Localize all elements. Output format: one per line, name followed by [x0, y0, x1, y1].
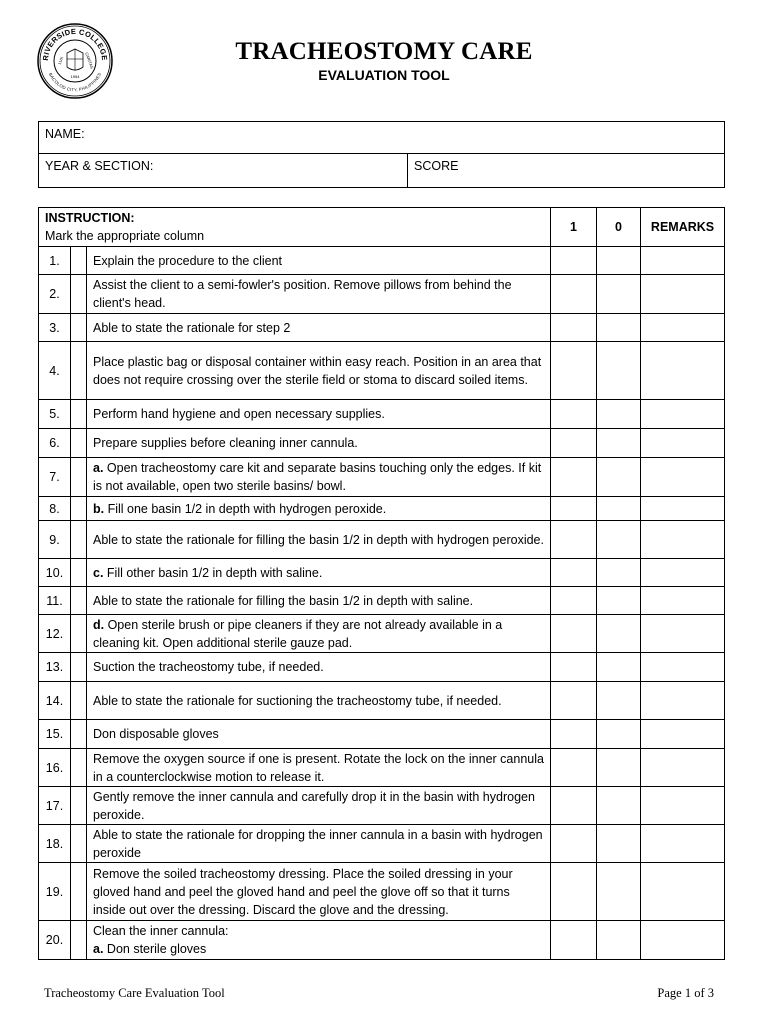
row-blank-cell — [71, 429, 87, 458]
step-letter: a. — [93, 461, 104, 475]
row-number: 16. — [39, 749, 71, 787]
score-0-cell[interactable] — [597, 342, 641, 400]
row-procedure-text — [87, 653, 551, 682]
remarks-cell[interactable] — [641, 863, 725, 921]
row-number: 11. — [39, 587, 71, 615]
step-letter: d. — [93, 617, 105, 632]
row-procedure-text — [87, 559, 551, 587]
remarks-cell[interactable] — [641, 342, 725, 400]
table-row — [39, 615, 725, 653]
name-field[interactable] — [39, 122, 725, 154]
remarks-cell[interactable] — [641, 787, 725, 825]
table-row — [39, 400, 725, 429]
row-blank-cell — [71, 787, 87, 825]
score-1-cell[interactable] — [551, 247, 597, 275]
score-1-cell[interactable] — [551, 653, 597, 682]
score-1-cell[interactable] — [551, 314, 597, 342]
remarks-cell[interactable] — [641, 559, 725, 587]
score-0-cell[interactable] — [597, 275, 641, 314]
score-1-cell[interactable] — [551, 559, 597, 587]
remarks-cell[interactable] — [641, 587, 725, 615]
score-1-cell[interactable] — [551, 458, 597, 497]
procedure-text: Able to state the rationale for suctioning the tracheostomy tube, if needed. — [93, 693, 502, 708]
table-row — [39, 653, 725, 682]
score-0-cell[interactable] — [597, 497, 641, 521]
remarks-cell[interactable] — [641, 653, 725, 682]
row-procedure-text — [87, 521, 551, 559]
remarks-cell[interactable] — [641, 825, 725, 863]
score-1-cell[interactable] — [551, 720, 597, 749]
instruction-text: Mark the appropriate column — [45, 229, 205, 243]
svg-text:1954: 1954 — [70, 74, 80, 79]
student-info-table — [38, 121, 725, 188]
score-1-cell[interactable] — [551, 400, 597, 429]
row-blank-cell — [71, 825, 87, 863]
row-procedure-text — [87, 342, 551, 400]
procedure-text: Open sterile brush or pipe cleaners if they are not already available in a cleaning kit. Open additional sterile gauze pad. — [93, 617, 503, 650]
score-1-cell[interactable] — [551, 682, 597, 720]
score-0-cell[interactable] — [597, 653, 641, 682]
score-0-cell[interactable] — [597, 615, 641, 653]
row-procedure-text — [87, 682, 551, 720]
row-procedure-text — [87, 863, 551, 921]
row-number: 2. — [39, 275, 71, 314]
procedure-text: Open tracheostomy care kit and separate basins touching only the edges. If kit is not available, open two sterile basins/ bowl. — [93, 461, 542, 493]
procedure-text: Perform hand hygiene and open necessary supplies. — [93, 407, 385, 421]
row-number: 20. — [39, 921, 71, 960]
procedure-text: Remove the soiled tracheostomy dressing. Place the soiled dressing in your gloved hand and peel the gloved hand and peel the glove off so that it turns inside out over the dressing. Discard the glove and the dressing. — [93, 866, 513, 917]
row-number: 3. — [39, 314, 71, 342]
svg-text:BACOLOD CITY, PHILIPPINES: BACOLOD CITY, PHILIPPINES — [47, 72, 103, 93]
procedure-text: Prepare supplies before cleaning inner cannula. — [93, 436, 358, 450]
evaluation-table — [38, 207, 725, 960]
row-procedure-text — [87, 787, 551, 825]
remarks-cell[interactable] — [641, 247, 725, 275]
row-procedure-text — [87, 314, 551, 342]
table-row — [39, 275, 725, 314]
table-row — [39, 749, 725, 787]
instruction-label: INSTRUCTION: — [45, 211, 135, 225]
row-number: 12. — [39, 615, 71, 653]
row-procedure-text — [87, 587, 551, 615]
row-number: 14. — [39, 682, 71, 720]
row-number: 4. — [39, 342, 71, 400]
row-blank-cell — [71, 615, 87, 653]
svg-text:RIVERSIDE COLLEGE: RIVERSIDE COLLEGE — [40, 26, 110, 62]
score-1-cell[interactable] — [551, 749, 597, 787]
row-number: 7. — [39, 458, 71, 497]
score-0-cell[interactable] — [597, 429, 641, 458]
row-number: 1. — [39, 247, 71, 275]
remarks-cell[interactable] — [641, 720, 725, 749]
score-label: SCORE — [414, 159, 459, 173]
procedure-text: Able to state the rationale for dropping the inner cannula in a basin with hydrogen peroxide — [93, 827, 543, 860]
score-1-cell[interactable] — [551, 921, 597, 960]
score-1-cell[interactable] — [551, 342, 597, 400]
table-row — [39, 314, 725, 342]
score-0-cell[interactable] — [597, 749, 641, 787]
score-1-cell[interactable] — [551, 497, 597, 521]
procedure-text: Don disposable gloves — [93, 727, 219, 741]
step-letter: c. — [93, 565, 104, 580]
row-number: 15. — [39, 720, 71, 749]
table-row — [39, 342, 725, 400]
procedure-text: Able to state the rationale for filling the basin 1/2 in depth with saline. — [93, 593, 474, 608]
table-row — [39, 247, 725, 275]
row-procedure-text — [87, 429, 551, 458]
score-0-cell[interactable] — [597, 921, 641, 960]
row-blank-cell — [71, 497, 87, 521]
score-0-cell[interactable] — [597, 400, 641, 429]
row-blank-cell — [71, 458, 87, 497]
score-0-cell[interactable] — [597, 314, 641, 342]
row-blank-cell — [71, 400, 87, 429]
table-row — [39, 458, 725, 497]
remarks-cell[interactable] — [641, 314, 725, 342]
svg-text:LUX: LUX — [56, 55, 65, 65]
row-blank-cell — [71, 314, 87, 342]
remarks-cell[interactable] — [641, 275, 725, 314]
step-letter: a. — [93, 942, 104, 956]
row-number: 6. — [39, 429, 71, 458]
column-header-0: 0 — [597, 208, 641, 247]
table-header-row — [39, 208, 725, 247]
table-row — [39, 787, 725, 825]
score-0-cell[interactable] — [597, 247, 641, 275]
row-procedure-text — [87, 400, 551, 429]
page-subtitle: EVALUATION TOOL — [318, 67, 450, 83]
row-procedure-text — [87, 825, 551, 863]
row-procedure-text — [87, 720, 551, 749]
score-1-cell[interactable] — [551, 587, 597, 615]
procedure-text: Fill one basin 1/2 in depth with hydrogen peroxide. — [104, 501, 387, 516]
procedure-text: Don sterile gloves — [103, 942, 207, 956]
table-row — [39, 921, 725, 960]
table-row — [39, 521, 725, 559]
svg-text:CARITAS: CARITAS — [84, 51, 95, 70]
procedure-text: Suction the tracheostomy tube, if needed. — [93, 660, 324, 674]
table-row — [39, 682, 725, 720]
row-procedure-text — [87, 497, 551, 521]
procedure-text: Explain the procedure to the client — [93, 253, 283, 268]
column-header-remarks: REMARKS — [641, 208, 725, 247]
row-blank-cell — [71, 863, 87, 921]
procedure-text: Fill other basin 1/2 in depth with saline. — [103, 565, 323, 580]
row-number: 5. — [39, 400, 71, 429]
table-row — [39, 863, 725, 921]
score-1-cell[interactable] — [551, 275, 597, 314]
remarks-cell[interactable] — [641, 497, 725, 521]
procedure-text: Able to state the rationale for filling the basin 1/2 in depth with hydrogen peroxide. — [93, 532, 544, 547]
row-blank-cell — [71, 275, 87, 314]
remarks-cell[interactable] — [641, 921, 725, 960]
year-section-label: YEAR & SECTION: — [45, 159, 154, 173]
remarks-cell[interactable] — [641, 615, 725, 653]
score-1-cell[interactable] — [551, 863, 597, 921]
row-blank-cell — [71, 720, 87, 749]
remarks-cell[interactable] — [641, 521, 725, 559]
row-blank-cell — [71, 521, 87, 559]
row-procedure-text — [87, 458, 551, 497]
table-row — [39, 587, 725, 615]
table-row — [39, 559, 725, 587]
row-procedure-text — [87, 921, 551, 960]
row-blank-cell — [71, 247, 87, 275]
row-number: 9. — [39, 521, 71, 559]
column-header-1: 1 — [551, 208, 597, 247]
page-title: TRACHEOSTOMY CARE — [235, 38, 533, 65]
score-1-cell[interactable] — [551, 521, 597, 559]
score-0-cell[interactable] — [597, 458, 641, 497]
row-blank-cell — [71, 587, 87, 615]
row-procedure-text — [87, 275, 551, 314]
remarks-cell[interactable] — [641, 400, 725, 429]
table-row — [39, 429, 725, 458]
score-0-cell[interactable] — [597, 825, 641, 863]
table-row — [39, 720, 725, 749]
remarks-cell[interactable] — [641, 682, 725, 720]
score-0-cell[interactable] — [597, 863, 641, 921]
procedure-text: Place plastic bag or disposal container within easy reach. Position in an area that does not require crossing over the sterile field or stoma to discard soiled items. — [93, 354, 542, 387]
score-field[interactable] — [408, 154, 725, 188]
row-procedure-text — [87, 247, 551, 275]
score-0-cell[interactable] — [597, 521, 641, 559]
row-number: 8. — [39, 497, 71, 521]
remarks-cell[interactable] — [641, 749, 725, 787]
step-letter: b. — [93, 501, 105, 516]
row-blank-cell — [71, 342, 87, 400]
row-blank-cell — [71, 749, 87, 787]
score-0-cell[interactable] — [597, 720, 641, 749]
procedure-text: Gently remove the inner cannula and carefully drop it in the basin with hydrogen peroxide. — [93, 789, 535, 822]
instruction-cell — [39, 208, 551, 247]
row-procedure-text — [87, 749, 551, 787]
score-0-cell[interactable] — [597, 787, 641, 825]
row-number: 19. — [39, 863, 71, 921]
remarks-cell[interactable] — [641, 429, 725, 458]
score-0-cell[interactable] — [597, 682, 641, 720]
procedure-text: Remove the oxygen source if one is present. Rotate the lock on the inner cannula in a counterclockwise motion to release it. — [93, 751, 544, 784]
row-procedure-text — [87, 615, 551, 653]
row-blank-cell — [71, 559, 87, 587]
row-number: 18. — [39, 825, 71, 863]
remarks-cell[interactable] — [641, 458, 725, 497]
row-number: 17. — [39, 787, 71, 825]
score-1-cell[interactable] — [551, 825, 597, 863]
footer-page-number: Page 1 of 3 — [657, 986, 714, 1000]
score-1-cell[interactable] — [551, 429, 597, 458]
footer-document-title: Tracheostomy Care Evaluation Tool — [44, 986, 225, 1000]
score-0-cell[interactable] — [597, 587, 641, 615]
year-section-field[interactable] — [39, 154, 408, 188]
score-0-cell[interactable] — [597, 559, 641, 587]
row-blank-cell — [71, 682, 87, 720]
score-1-cell[interactable] — [551, 615, 597, 653]
row-blank-cell — [71, 921, 87, 960]
table-row — [39, 825, 725, 863]
table-row — [39, 497, 725, 521]
procedure-text: Clean the inner cannula: — [93, 924, 229, 938]
procedure-text: Able to state the rationale for step 2 — [93, 320, 291, 335]
row-number: 10. — [39, 559, 71, 587]
row-blank-cell — [71, 653, 87, 682]
procedure-text: Assist the client to a semi-fowler's position. Remove pillows from behind the client's head. — [93, 278, 512, 310]
score-1-cell[interactable] — [551, 787, 597, 825]
row-number: 13. — [39, 653, 71, 682]
name-label: NAME: — [45, 127, 85, 141]
